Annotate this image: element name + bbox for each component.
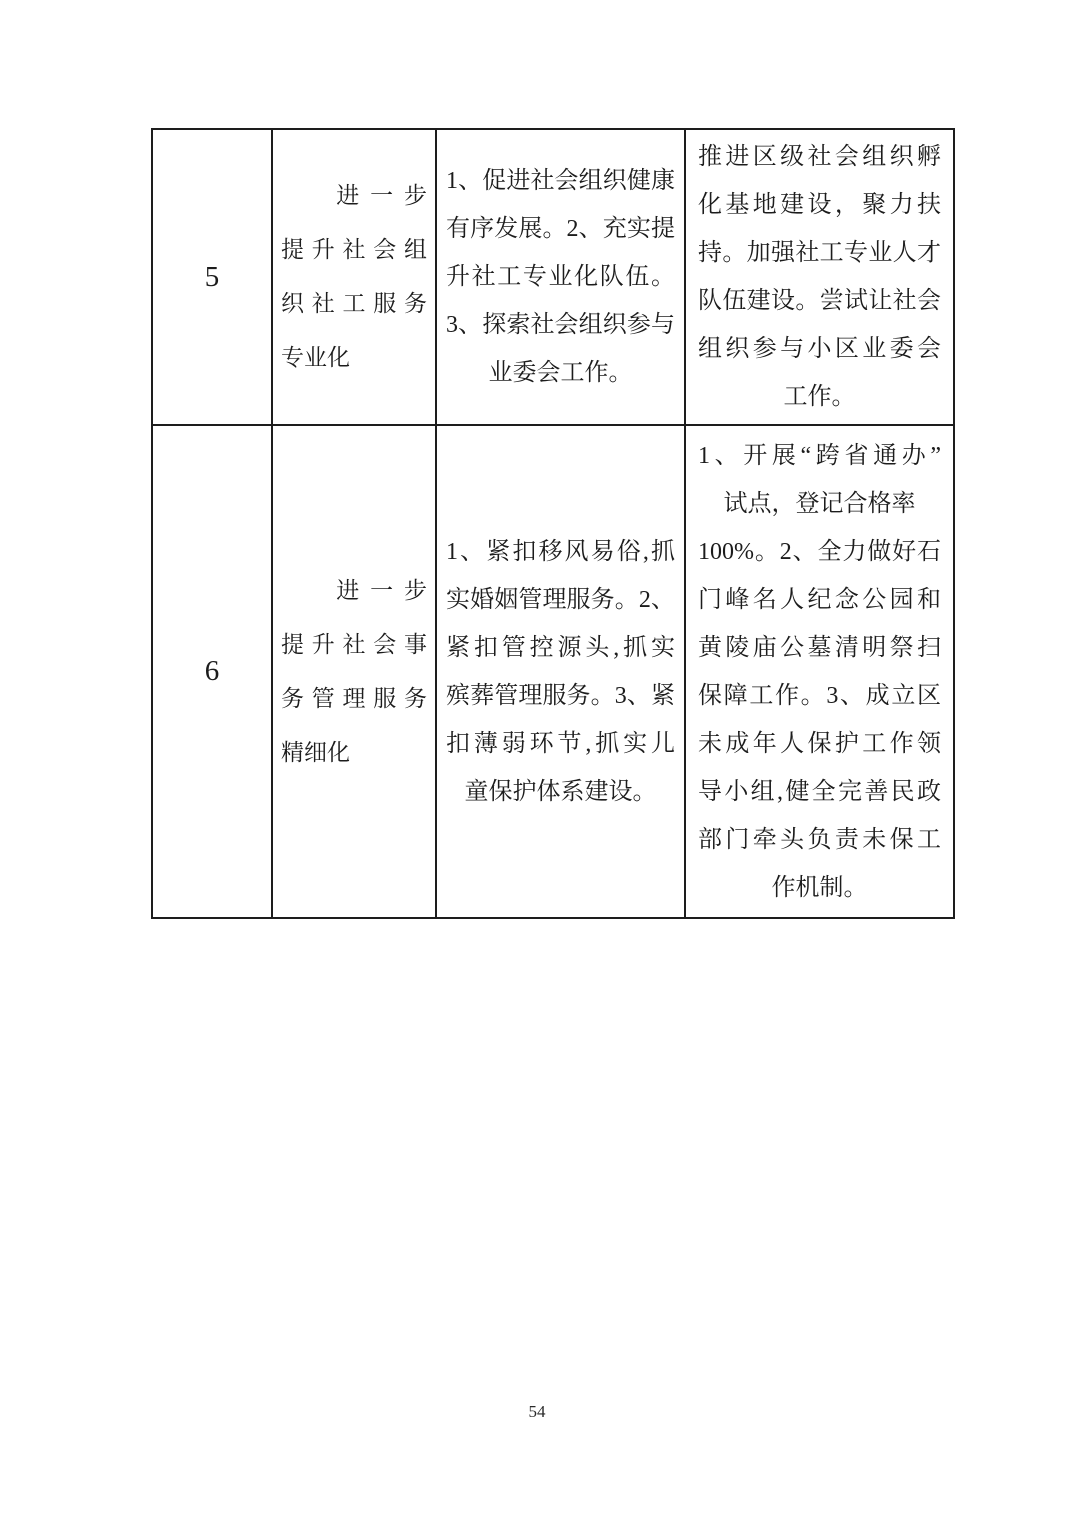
text-line: 试点，登记合格率 (723, 490, 916, 517)
text-line: 3、探索社会组织参与 (446, 312, 675, 338)
text-line: 织社工服务 (281, 291, 427, 316)
text-line: 未成年人保护工作领 (698, 730, 941, 757)
key-tasks-cell (437, 426, 686, 917)
text-line: 提升社会组 (281, 237, 427, 262)
text-line: 业委会工作。 (488, 360, 633, 386)
text-line: 升社工专业化队伍。 (446, 264, 675, 290)
text-line: 有序发展。2、充实提 (446, 216, 675, 242)
text-line: 殡葬管理服务。3、紧 (446, 682, 675, 709)
text-line: 推进区级社会组织孵 (698, 144, 941, 170)
text-line: 扣薄弱环节,抓实儿 (446, 730, 675, 757)
text-line: 专业化 (281, 345, 350, 370)
text-line: 进一步 (336, 183, 427, 208)
text-line: 实婚姻管理服务。2、 (446, 586, 675, 613)
serial-number: 6 (204, 655, 220, 687)
work-plan-table (151, 128, 955, 919)
text-line: 黄陵庙公墓清明祭扫 (698, 634, 941, 661)
text-line: 童保护体系建设。 (464, 778, 657, 805)
text-line: 导小组,健全完善民政 (698, 778, 941, 805)
page-number: 54 (528, 1402, 546, 1421)
text-line: 门峰名人纪念公园和 (698, 586, 941, 613)
text-line: 持。加强社工专业人才 (698, 240, 941, 266)
measures-cell (686, 426, 953, 917)
serial-number-cell (153, 426, 273, 917)
text-line: 1、紧扣移风易俗,抓 (446, 538, 675, 565)
text-line: 1、促进社会组织健康 (446, 168, 675, 194)
text-line: 100%。2、全力做好石 (698, 538, 941, 565)
text-line: 队伍建设。尝试让社会 (698, 288, 941, 314)
key-tasks-cell (437, 130, 686, 426)
text-line: 组织参与小区业委会 (698, 336, 941, 362)
text-line: 作机制。 (771, 874, 868, 901)
goal-cell (273, 426, 437, 917)
text-line: 化基地建设，聚力扶 (698, 192, 941, 218)
text-line: 工作。 (783, 384, 856, 410)
text-line: 提升社会事 (281, 631, 427, 657)
text-line: 紧扣管控源头,抓实 (446, 634, 675, 661)
text-line: 1、开展“跨省通办” (698, 442, 941, 469)
goal-cell (273, 130, 437, 426)
text-line: 保障工作。3、成立区 (698, 682, 941, 709)
serial-number: 5 (204, 260, 220, 293)
text-line: 进一步 (336, 577, 427, 603)
serial-number-cell (153, 130, 273, 426)
measures-cell (686, 130, 953, 426)
text-line: 精细化 (281, 739, 350, 765)
text-line: 务管理服务 (281, 685, 427, 711)
text-line: 部门牵头负责未保工 (698, 826, 941, 853)
